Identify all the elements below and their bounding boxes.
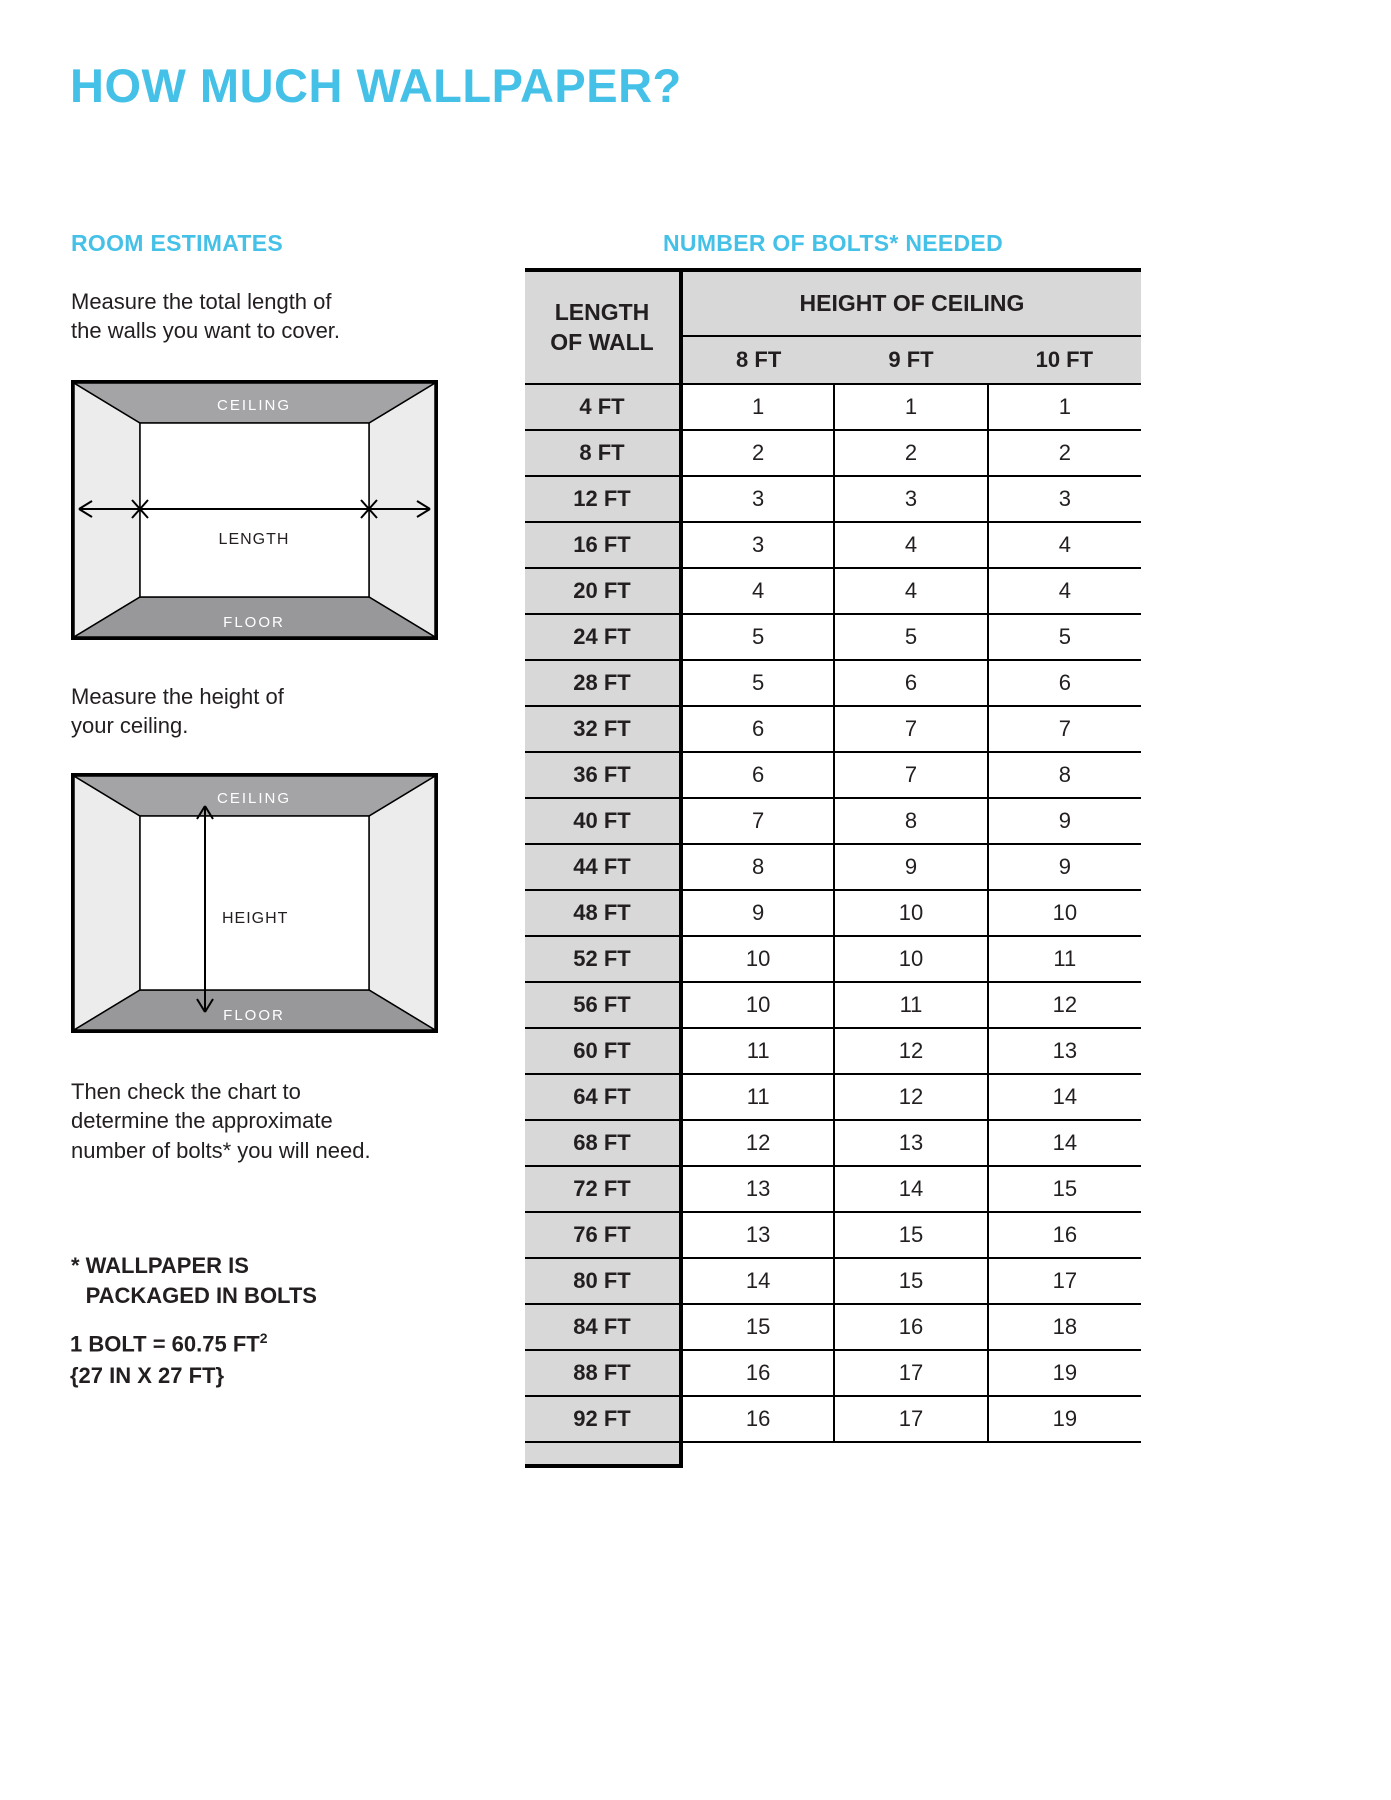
bolt-count-cell: 15 — [681, 1304, 834, 1350]
wall-length-cell: 80 FT — [525, 1258, 681, 1304]
floor-label: FLOOR — [223, 1007, 285, 1024]
length-of-wall-header — [525, 270, 681, 384]
bolt-count-cell: 16 — [681, 1396, 834, 1442]
bolts-footnote — [71, 1251, 317, 1310]
bolt-count-cell: 10 — [834, 890, 987, 936]
instruction-line: the walls you want to cover. — [71, 318, 341, 344]
bolt-count-cell: 2 — [834, 430, 987, 476]
bolt-count-cell: 17 — [988, 1258, 1141, 1304]
table-row — [525, 384, 1141, 430]
table-footer — [525, 1442, 1141, 1466]
bolt-count-cell: 6 — [681, 752, 834, 798]
bolt-count-cell: 7 — [988, 706, 1141, 752]
room-length-diagram — [71, 380, 438, 640]
wall-length-cell: 28 FT — [525, 660, 681, 706]
asterisk: * — [71, 1253, 80, 1278]
bolt-count-cell: 19 — [988, 1396, 1141, 1442]
bolt-count-cell: 5 — [681, 660, 834, 706]
ceiling-label: CEILING — [216, 790, 292, 807]
bolt-count-cell: 11 — [681, 1074, 834, 1120]
bolt-count-cell: 10 — [988, 890, 1141, 936]
table-row — [525, 522, 1141, 568]
table-row — [525, 1350, 1141, 1396]
header-line: LENGTH — [554, 298, 650, 325]
bolt-count-cell: 10 — [834, 936, 987, 982]
wall-length-cell: 16 FT — [525, 522, 681, 568]
bolt-count-cell: 4 — [834, 568, 987, 614]
bolt-count-cell: 13 — [681, 1212, 834, 1258]
bolt-count-cell: 7 — [834, 752, 987, 798]
bolt-size-text: 1 BOLT = 60.75 FT — [70, 1331, 260, 1357]
bolt-count-cell: 12 — [834, 1028, 987, 1074]
room-height-diagram — [71, 773, 438, 1033]
wall-length-cell: 8 FT — [525, 430, 681, 476]
bolt-count-cell: 4 — [834, 522, 987, 568]
bolt-count-cell: 17 — [834, 1350, 987, 1396]
bolt-count-cell: 10 — [681, 936, 834, 982]
col-header-10ft: 10 FT — [988, 336, 1141, 384]
bolt-count-cell: 6 — [988, 660, 1141, 706]
length-label: LENGTH — [218, 531, 290, 548]
bolt-count-cell: 1 — [681, 384, 834, 430]
table-row — [525, 982, 1141, 1028]
col-header-8ft: 8 FT — [681, 336, 834, 384]
bolt-count-cell: 8 — [681, 844, 834, 890]
bolts-needed-heading: NUMBER OF BOLTS* NEEDED — [663, 230, 1003, 256]
bolt-count-cell: 14 — [988, 1120, 1141, 1166]
bolt-count-cell: 16 — [988, 1212, 1141, 1258]
height-label: HEIGHT — [222, 910, 289, 927]
wall-length-cell: 44 FT — [525, 844, 681, 890]
table-header — [525, 270, 1141, 384]
table-row — [525, 1074, 1141, 1120]
bolt-count-cell: 18 — [988, 1304, 1141, 1350]
bolt-count-cell: 8 — [988, 752, 1141, 798]
wall-length-cell: 84 FT — [525, 1304, 681, 1350]
bolt-size-info — [70, 1330, 268, 1357]
wall-length-cell: 40 FT — [525, 798, 681, 844]
bolt-count-cell: 13 — [681, 1166, 834, 1212]
bolt-count-cell: 12 — [988, 982, 1141, 1028]
room-estimates-heading: ROOM ESTIMATES — [71, 230, 284, 256]
table-row — [525, 1396, 1141, 1442]
page-title: HOW MUCH WALLPAPER? — [70, 59, 682, 112]
bolt-count-cell: 12 — [681, 1120, 834, 1166]
bolt-count-cell: 2 — [681, 430, 834, 476]
bolt-count-cell: 6 — [681, 706, 834, 752]
left-wall — [74, 776, 140, 1030]
bolt-count-cell: 16 — [681, 1350, 834, 1396]
right-wall — [369, 776, 435, 1030]
table-row — [525, 1258, 1141, 1304]
wall-length-cell: 68 FT — [525, 1120, 681, 1166]
table-row — [525, 798, 1141, 844]
table-row — [525, 1304, 1141, 1350]
bolt-count-cell: 15 — [834, 1258, 987, 1304]
bolt-count-cell: 13 — [834, 1120, 987, 1166]
bolt-count-cell: 3 — [988, 476, 1141, 522]
ceiling-label: CEILING — [216, 397, 292, 414]
table-row — [525, 844, 1141, 890]
bolt-count-cell: 9 — [834, 844, 987, 890]
bolt-count-cell: 4 — [988, 568, 1141, 614]
instruction-check-chart — [71, 1077, 371, 1165]
floor-label: FLOOR — [223, 614, 285, 631]
wall-length-cell: 12 FT — [525, 476, 681, 522]
instruction-line: Measure the total length of — [71, 289, 332, 314]
footnote-line: PACKAGED IN BOLTS — [85, 1282, 317, 1308]
bolt-count-cell: 2 — [988, 430, 1141, 476]
bolt-count-cell: 1 — [988, 384, 1141, 430]
header-line: OF WALL — [550, 328, 654, 355]
bolt-count-cell: 17 — [834, 1396, 987, 1442]
instruction-measure-length — [71, 287, 340, 346]
footer-spacer-cell — [525, 1442, 681, 1466]
bolt-count-cell: 10 — [681, 982, 834, 1028]
wall-length-cell: 92 FT — [525, 1396, 681, 1442]
instruction-line: determine the approximate — [71, 1108, 333, 1134]
bolt-count-cell: 7 — [834, 706, 987, 752]
bolt-count-cell: 9 — [988, 798, 1141, 844]
wall-length-cell: 64 FT — [525, 1074, 681, 1120]
wall-length-cell: 36 FT — [525, 752, 681, 798]
bolt-count-cell: 19 — [988, 1350, 1141, 1396]
bolt-count-cell: 6 — [834, 660, 987, 706]
table-body — [525, 384, 1141, 1442]
bolt-count-cell: 8 — [834, 798, 987, 844]
table-row — [525, 752, 1141, 798]
instruction-measure-height — [71, 682, 284, 741]
table-row — [525, 890, 1141, 936]
bolt-count-cell: 14 — [681, 1258, 834, 1304]
bolt-count-cell: 14 — [834, 1166, 987, 1212]
bolt-count-cell: 5 — [834, 614, 987, 660]
table-row — [525, 706, 1141, 752]
bolt-count-cell: 3 — [681, 522, 834, 568]
wall-length-cell: 76 FT — [525, 1212, 681, 1258]
bolt-count-cell: 11 — [988, 936, 1141, 982]
wall-length-cell: 52 FT — [525, 936, 681, 982]
back-wall — [140, 816, 369, 990]
table-row — [525, 614, 1141, 660]
table-row — [525, 936, 1141, 982]
wall-length-cell: 48 FT — [525, 890, 681, 936]
instruction-line: Then check the chart to — [71, 1079, 301, 1104]
bolt-dimensions-info: {27 IN X 27 FT} — [70, 1363, 225, 1388]
bolt-count-cell: 3 — [681, 476, 834, 522]
instruction-line: number of bolts* you will need. — [71, 1137, 371, 1163]
wall-length-cell: 72 FT — [525, 1166, 681, 1212]
wall-length-cell: 88 FT — [525, 1350, 681, 1396]
bolt-count-cell: 15 — [834, 1212, 987, 1258]
col-header-9ft: 9 FT — [834, 336, 987, 384]
table-row — [525, 1120, 1141, 1166]
bolt-count-cell: 5 — [988, 614, 1141, 660]
wall-length-cell: 60 FT — [525, 1028, 681, 1074]
table-row — [525, 1028, 1141, 1074]
bolt-count-cell: 11 — [834, 982, 987, 1028]
bolt-count-cell: 15 — [988, 1166, 1141, 1212]
bolts-table — [525, 268, 1141, 1468]
instruction-line: your ceiling. — [71, 713, 189, 739]
bolts-table-container — [525, 268, 1141, 1468]
table-row — [525, 1166, 1141, 1212]
bolt-count-cell: 12 — [834, 1074, 987, 1120]
table-row — [525, 430, 1141, 476]
footer-empty-cell — [681, 1442, 1141, 1466]
bolt-count-cell: 11 — [681, 1028, 834, 1074]
wall-length-cell: 20 FT — [525, 568, 681, 614]
footnote-line: WALLPAPER IS — [85, 1253, 249, 1278]
table-row — [525, 476, 1141, 522]
bolt-count-cell: 14 — [988, 1074, 1141, 1120]
bolt-count-cell: 5 — [681, 614, 834, 660]
bolt-count-cell: 13 — [988, 1028, 1141, 1074]
wall-length-cell: 32 FT — [525, 706, 681, 752]
squared-superscript: 2 — [259, 1330, 268, 1346]
bolt-count-cell: 4 — [988, 522, 1141, 568]
height-of-ceiling-header: HEIGHT OF CEILING — [681, 270, 1141, 336]
wall-length-cell: 24 FT — [525, 614, 681, 660]
instruction-line: Measure the height of — [71, 684, 284, 709]
table-row — [525, 660, 1141, 706]
header-row-group — [525, 270, 1141, 336]
bolt-count-cell: 9 — [681, 890, 834, 936]
footnote-text — [86, 1251, 317, 1310]
footer-spacer-row — [525, 1442, 1141, 1466]
bolt-count-cell: 16 — [834, 1304, 987, 1350]
bolt-count-cell: 9 — [988, 844, 1141, 890]
bolt-count-cell: 4 — [681, 568, 834, 614]
bolt-count-cell: 7 — [681, 798, 834, 844]
bolt-count-cell: 3 — [834, 476, 987, 522]
bolt-count-cell: 1 — [834, 384, 987, 430]
table-row — [525, 1212, 1141, 1258]
table-row — [525, 568, 1141, 614]
wall-length-cell: 4 FT — [525, 384, 681, 430]
wall-length-cell: 56 FT — [525, 982, 681, 1028]
